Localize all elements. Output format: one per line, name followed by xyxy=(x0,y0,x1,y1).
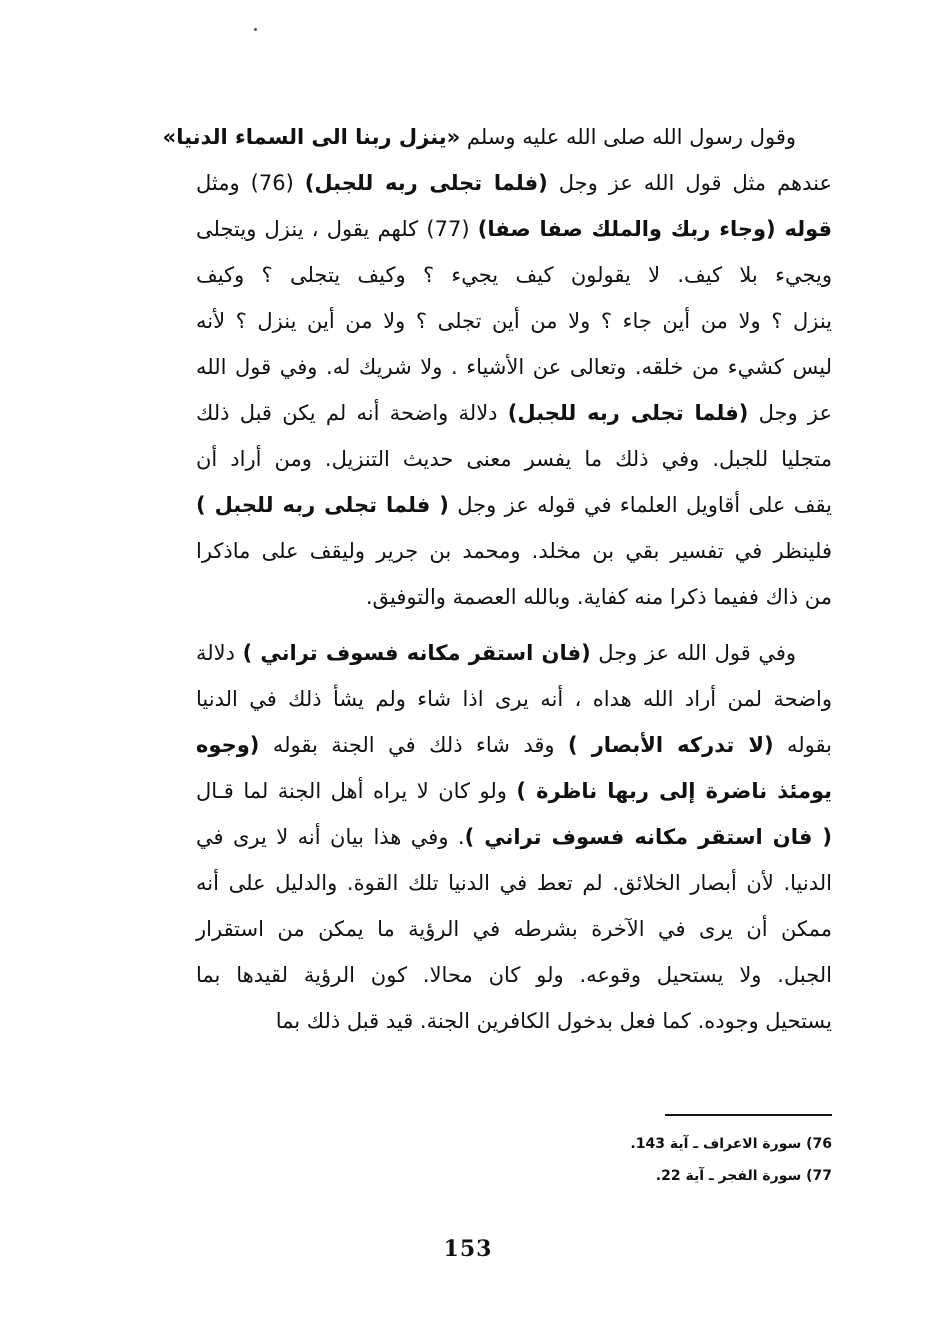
text-line xyxy=(196,528,832,574)
bold-quote: (وجوه xyxy=(196,733,260,757)
text-segment: ينزل ؟ ولا من أين جاء ؟ ولا من أين تجلى ؟ ولا من أين ينزل ؟ لأنه xyxy=(196,309,832,333)
text-line xyxy=(196,768,832,814)
text-line xyxy=(196,952,832,998)
text-segment: عز وجل xyxy=(748,401,832,425)
bold-quote: ( فلما تجلى ربه للجبل ) xyxy=(196,493,449,517)
text-line xyxy=(196,252,832,298)
text-segment: يقف على أقاويل العلماء في قوله عز وجل xyxy=(448,493,832,517)
text-line xyxy=(196,436,832,482)
text-segment: ممكن أن يرى في الآخرة بشرطه في الرؤية ما يمكن من استقرار xyxy=(196,917,832,941)
text-segment: دلالة xyxy=(196,641,243,665)
text-line xyxy=(196,298,832,344)
text-segment: ليس كشيء من خلقه. وتعالى عن الأشياء . ولا شريك له. وفي قول الله xyxy=(196,355,832,379)
text-segment: وفي قول الله عز وجل xyxy=(590,641,796,665)
text-segment: ولو كان لا يراه أهل الجنة لما قـال xyxy=(196,779,517,803)
bold-quote: (فلما تجلى ربه للجبل) xyxy=(304,171,548,195)
text-line xyxy=(162,114,832,160)
text-segment: . وفي هذا بيان أنه لا يرى في xyxy=(196,825,465,849)
text-segment: ويجيء بلا كيف. لا يقولون كيف يجيء ؟ وكيف يتجلى ؟ وكيف xyxy=(196,263,832,287)
text-segment: دلالة واضحة أنه لم يكن قبل ذلك xyxy=(196,401,508,425)
paragraph-2 xyxy=(196,630,832,1044)
footnote-76: 76) سورة الاعراف ـ آية 143. xyxy=(630,1136,832,1152)
text-segment: فلينظر في تفسير بقي بن مخلد. ومحمد بن جرير وليقف على ماذكرا xyxy=(196,539,832,563)
text-segment: عندهم مثل قول الله عز وجل xyxy=(547,171,833,195)
text-segment: وقول رسول الله صلى الله عليه وسلم xyxy=(460,125,796,149)
footnote-77: 77) سورة الفجر ـ آية 22. xyxy=(655,1168,832,1184)
text-line xyxy=(196,814,832,860)
text-line xyxy=(196,482,832,528)
text-line xyxy=(196,206,832,252)
bold-quote: يومئذ ناضرة إلى ربها ناظرة ) xyxy=(516,779,833,803)
paragraph-1 xyxy=(162,114,833,620)
text-segment: (76) ومثل xyxy=(196,171,305,195)
text-line xyxy=(196,160,832,206)
text-segment: يستحيل وجوده. كما فعل بدخول الكافرين الجنة. قيد قبل ذلك بما xyxy=(275,1009,832,1033)
text-segment: من ذاك ففيما ذكرا منه كفاية. وبالله العصمة والتوفيق. xyxy=(365,585,832,609)
bold-quote: «ينزل ربنا الى السماء الدنيا» xyxy=(162,125,461,149)
text-segment: الجبل. ولا يستحيل وقوعه. ولو كان محالا. كون الرؤية لقيدها بما xyxy=(196,963,832,987)
text-segment: بقوله xyxy=(773,733,832,757)
text-line xyxy=(196,574,832,620)
text-segment: واضحة لمن أراد الله هداه ، أنه يرى اذا شاء ولم يشأ ذلك في الدنيا xyxy=(196,687,832,711)
text-segment: الدنيا. لأن أبصار الخلائق. لم تعط في الدنيا تلك القوة. والدليل على أنه xyxy=(196,871,832,895)
page-number: 153 xyxy=(443,1236,493,1262)
text-segment: (77) كلهم يقول ، ينزل ويتجلى xyxy=(196,217,478,241)
footnotes xyxy=(560,1128,832,1192)
bold-quote: قوله (وجاء ربك والملك صفا صفا) xyxy=(477,217,833,241)
bold-quote: (فان استقر مكانه فسوف تراني ) xyxy=(242,641,591,665)
text-line xyxy=(196,906,832,952)
bold-quote: (لا تدركه الأبصار ) xyxy=(568,733,774,757)
text-line xyxy=(196,390,832,436)
text-line xyxy=(196,676,832,722)
text-line xyxy=(196,344,832,390)
footnote-divider xyxy=(665,1114,832,1116)
text-line xyxy=(196,860,832,906)
text-line xyxy=(196,630,832,676)
bold-quote: ( فان استقر مكانه فسوف تراني ) xyxy=(464,825,832,849)
bold-quote: (فلما تجلى ربه للجبل) xyxy=(507,401,749,425)
text-line xyxy=(196,722,832,768)
text-segment: متجليا للجبل. وفي ذلك ما يفسر معنى حديث التنزيل. ومن أراد أن xyxy=(196,447,832,471)
text-line xyxy=(196,998,832,1044)
speck xyxy=(254,28,257,31)
text-segment: وقد شاء ذلك في الجنة بقوله xyxy=(259,733,568,757)
